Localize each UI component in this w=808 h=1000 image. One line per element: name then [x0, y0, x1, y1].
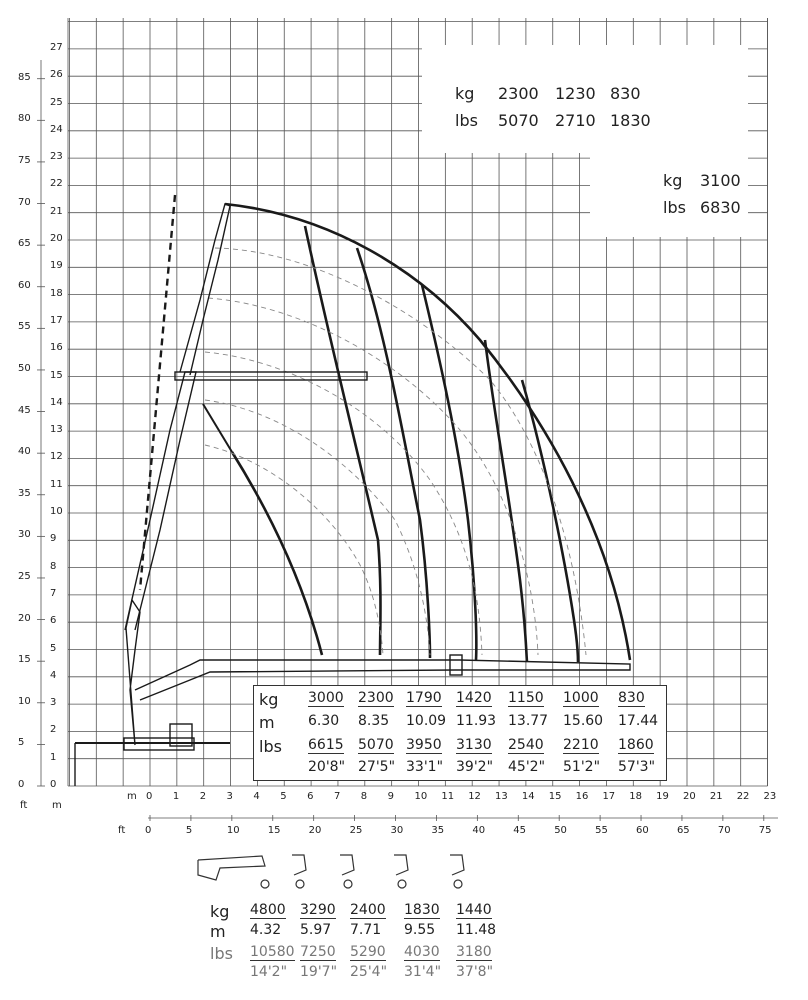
- left-m-tick-label: 15: [50, 369, 63, 381]
- bottom-m-tick-label: 21: [709, 791, 723, 802]
- load-kg-cell: 2300: [358, 690, 394, 706]
- bottom-m-tick-label: 6: [307, 791, 314, 802]
- left-ft-tick-label: 70: [18, 196, 31, 208]
- bottom-ft-tick-label: 15: [267, 825, 281, 836]
- load-m-cell: 8.35: [358, 713, 390, 729]
- left-m-tick-label: 9: [50, 533, 57, 545]
- boom-joint: [450, 655, 462, 675]
- load-m-cell: 15.60: [563, 713, 604, 729]
- bottom-m-cell: 11.48: [456, 922, 497, 938]
- left-m-tick-label: 22: [50, 178, 63, 190]
- bottom-ft-tick-label: 0: [145, 825, 152, 836]
- load-ft-cell: 51'2": [563, 759, 601, 775]
- bottom-m-tick-label: 10: [414, 791, 428, 802]
- bottom-m-tick-label: 1: [172, 791, 180, 802]
- load-lbs-cell: 6615: [308, 737, 344, 753]
- bottom-ft-tick-label: 60: [636, 825, 649, 836]
- hook-icon: [296, 880, 304, 888]
- bottom-ft-tick-label: 25: [349, 825, 363, 836]
- bottom-lbs-cell: 4030: [404, 944, 440, 960]
- bottom-ft-cell: 25'4": [350, 964, 388, 980]
- capacity-curve: [422, 285, 476, 660]
- dashed-guide-arc: [215, 248, 586, 655]
- left-m-tick-label: 7: [50, 587, 57, 599]
- left-m-tick-label: 1: [50, 751, 57, 763]
- left-ft-tick-label: 80: [18, 113, 31, 125]
- left-ft-tick-label: 60: [18, 279, 31, 291]
- left-m-tick-label: 16: [50, 342, 63, 354]
- left-ft-tick-label: 30: [18, 529, 31, 541]
- left-m-tick-label: 14: [50, 396, 63, 408]
- hook-configurations: [198, 855, 464, 888]
- jib-kg-cell: 2300: [498, 84, 539, 103]
- dashed-guide-arc: [205, 400, 430, 655]
- winch-capacity-box: [590, 153, 748, 237]
- bottom-ft-cell: 31'4": [404, 964, 442, 980]
- left-m-tick-label: 25: [50, 96, 63, 108]
- load-kg-cell: 1790: [406, 690, 442, 706]
- load-lbs-cell: 2210: [563, 737, 599, 753]
- load-lbs-cell: 5070: [358, 737, 394, 753]
- bottom-ft-tick-label: 20: [308, 825, 322, 836]
- bottom-ft-tick-label: 45: [513, 825, 526, 836]
- bottom-ft-tick-label: 30: [390, 825, 404, 836]
- left-m-tick-label: 2: [50, 724, 57, 736]
- left-m-tick-label: 19: [50, 260, 63, 272]
- load-m-cell: 17.44: [618, 713, 659, 729]
- jib-lbs-cell: 5070: [498, 111, 539, 130]
- left-m-tick-label: 3: [50, 697, 57, 709]
- bottom-m-cell: 5.97: [300, 922, 332, 938]
- jib-lbs-cell: lbs: [455, 111, 478, 130]
- bottom-m-tick-label: 11: [441, 791, 455, 802]
- load-ft-cell: 57'3": [618, 759, 656, 775]
- load-kg-cell: 830: [618, 690, 645, 706]
- bottom-kg-cell: 3290: [300, 902, 336, 918]
- load-m-cell: 11.93: [456, 713, 497, 729]
- jib-lbs-cell: 2710: [555, 111, 596, 130]
- left-m-tick-label: 4: [50, 669, 57, 681]
- unit-m-bottom: m: [127, 791, 137, 802]
- bottom-m-tick-label: 19: [656, 791, 669, 802]
- bottom-m-tick-label: 4: [253, 791, 260, 802]
- bottom-ft-cell: 14'2": [250, 964, 288, 980]
- config-thumb: [292, 855, 306, 875]
- bottom-ft-tick-label: 35: [431, 825, 445, 836]
- hook-icon: [261, 880, 269, 888]
- left-m-tick-label: 17: [50, 314, 63, 326]
- load-kg-cell: 1420: [456, 690, 492, 706]
- bottom-m-tick-label: 15: [548, 791, 562, 802]
- capacity-curve: [485, 340, 527, 662]
- winch-lbs-value: 6830: [700, 198, 741, 217]
- bottom-kg-cell: 2400: [350, 902, 386, 918]
- config-thumb: [340, 855, 354, 875]
- bottom-kg-cell: 4800: [250, 902, 286, 918]
- bottom-m-tick-label: 3: [226, 791, 233, 802]
- bottom-ft-tick-label: 70: [717, 825, 731, 836]
- load-lbs-cell: 3130: [456, 737, 492, 753]
- load-table-lbs-label: lbs: [259, 737, 282, 756]
- bottom-m-tick-label: 9: [387, 791, 395, 802]
- left-ft-tick-label: 10: [18, 695, 31, 707]
- bottom-m-tick-label: 0: [146, 791, 153, 802]
- left-m-tick-label: 23: [50, 151, 63, 163]
- bottom-table-kg-label: kg: [210, 902, 230, 921]
- unit-ft-left: ft: [20, 800, 28, 811]
- bottom-lbs-cell: 5290: [350, 944, 386, 960]
- bottom-m-tick-label: 13: [495, 791, 508, 802]
- left-m-tick-label: 26: [50, 69, 63, 81]
- left-ft-tick-label: 50: [18, 362, 31, 374]
- folded-jib-arm: [203, 404, 232, 452]
- capacity-curve: [232, 452, 322, 655]
- jib-lbs-cell: 1830: [610, 111, 651, 130]
- bottom-lbs-cell: 10580: [250, 944, 295, 960]
- bottom-m-tick-label: 5: [280, 791, 287, 802]
- left-m-tick-label: 24: [50, 123, 63, 135]
- bottom-m-tick-label: 20: [683, 791, 696, 802]
- bottom-m-tick-label: 14: [521, 791, 535, 802]
- hook-icon: [454, 880, 462, 888]
- load-ft-cell: 20'8": [308, 759, 346, 775]
- max-angle-dashed-line: [140, 195, 175, 590]
- bottom-m-tick-label: 17: [602, 791, 616, 802]
- left-m-tick-label: 12: [50, 451, 63, 463]
- bottom-ft-tick-label: 5: [185, 825, 193, 836]
- left-ft-tick-label: 75: [18, 154, 31, 166]
- left-ft-tick-label: 5: [18, 737, 25, 749]
- bottom-m-tick-label: 23: [763, 791, 777, 802]
- bottom-m-cell: 7.71: [350, 922, 382, 938]
- bottom-m-tick-label: 18: [629, 791, 643, 802]
- bottom-kg-cell: 1830: [404, 902, 440, 918]
- load-lbs-cell: 2540: [508, 737, 544, 753]
- left-m-tick-label: 5: [50, 642, 57, 654]
- load-table-m-label: m: [259, 713, 275, 732]
- load-ft-cell: 39'2": [456, 759, 494, 775]
- load-curves: [140, 195, 630, 662]
- bottom-m-tick-label: 16: [575, 791, 589, 802]
- bottom-m-tick-label: 22: [736, 791, 750, 802]
- bottom-m-tick-label: 12: [468, 791, 481, 802]
- bottom-m-tick-label: 8: [360, 791, 368, 802]
- load-kg-cell: 3000: [308, 690, 344, 706]
- winch-kg-label: kg: [663, 171, 683, 190]
- load-m-cell: 10.09: [406, 713, 447, 729]
- load-lbs-cell: 1860: [618, 737, 654, 753]
- left-ft-tick-label: 15: [18, 654, 31, 666]
- jib-kg-cell: 830: [610, 84, 641, 103]
- winch-lbs-label: lbs: [663, 198, 686, 217]
- load-m-cell: 6.30: [308, 713, 340, 729]
- jib-kg-cell: 1230: [555, 84, 596, 103]
- left-ft-tick-label: 35: [18, 487, 31, 499]
- unit-ft-bottom: ft: [118, 825, 126, 836]
- bottom-ft-tick-label: 10: [226, 825, 240, 836]
- left-m-tick-label: 0: [50, 779, 57, 790]
- capacity-curve: [357, 248, 430, 658]
- left-m-tick-label: 10: [50, 506, 63, 517]
- crane-column: [126, 600, 140, 745]
- hook-icon: [344, 880, 352, 888]
- bottom-lbs-cell: 7250: [300, 944, 336, 960]
- left-m-tick-label: 11: [50, 478, 63, 490]
- load-m-cell: 13.77: [508, 713, 549, 729]
- bottom-m-tick-label: 7: [333, 791, 341, 802]
- left-ft-tick-label: 25: [18, 570, 31, 582]
- load-lbs-cell: 3950: [406, 737, 442, 753]
- bottom-ft-tick-label: 55: [595, 825, 608, 836]
- load-ft-cell: 45'2": [508, 759, 546, 775]
- bottom-ft-tick-label: 50: [554, 825, 567, 836]
- left-m-tick-label: 21: [50, 205, 63, 217]
- bottom-ft-tick-label: 75: [758, 825, 772, 836]
- capacity-curve: [522, 380, 578, 662]
- bottom-lbs-cell: 3180: [456, 944, 492, 960]
- left-ft-tick-label: 40: [18, 446, 31, 458]
- left-m-tick-label: 20: [50, 233, 63, 244]
- load-ft-cell: 27'5": [358, 759, 396, 775]
- load-kg-cell: 1150: [508, 690, 544, 706]
- bottom-ft-cell: 37'8": [456, 964, 494, 980]
- left-ft-tick-label: 55: [18, 321, 31, 333]
- load-ft-cell: 33'1": [406, 759, 444, 775]
- hook-icon: [398, 880, 406, 888]
- winch-kg-value: 3100: [700, 171, 741, 190]
- jib-kg-cell: kg: [455, 84, 475, 103]
- bottom-m-cell: 9.55: [404, 922, 436, 938]
- config-thumb: [394, 855, 408, 875]
- unit-m-left: m: [52, 800, 62, 811]
- bottom-m-tick-label: 2: [199, 791, 207, 802]
- bottom-ft-cell: 19'7": [300, 964, 338, 980]
- bottom-m-cell: 4.32: [250, 922, 282, 938]
- config-thumb-1: [198, 856, 265, 880]
- left-m-tick-label: 8: [50, 560, 57, 572]
- left-ft-tick-label: 20: [18, 612, 31, 624]
- left-m-tick-label: 6: [50, 615, 57, 627]
- load-kg-cell: 1000: [563, 690, 599, 706]
- left-m-tick-label: 18: [50, 287, 63, 299]
- left-m-tick-label: 13: [50, 424, 63, 436]
- left-ft-tick-label: 0: [18, 779, 25, 790]
- bottom-ft-tick-label: 40: [472, 825, 486, 836]
- config-thumb: [450, 855, 464, 875]
- left-ft-tick-label: 45: [18, 404, 31, 416]
- bottom-table-m-label: m: [210, 922, 226, 941]
- left-ft-tick-label: 85: [18, 71, 31, 83]
- left-ft-tick-label: 65: [18, 238, 31, 250]
- bottom-table-lbs-label: lbs: [210, 944, 233, 963]
- bottom-ft-tick-label: 65: [676, 825, 690, 836]
- main-boom-raised: [125, 372, 196, 630]
- load-table-kg-label: kg: [259, 690, 279, 709]
- left-m-tick-label: 27: [50, 41, 63, 53]
- bottom-kg-cell: 1440: [456, 902, 492, 918]
